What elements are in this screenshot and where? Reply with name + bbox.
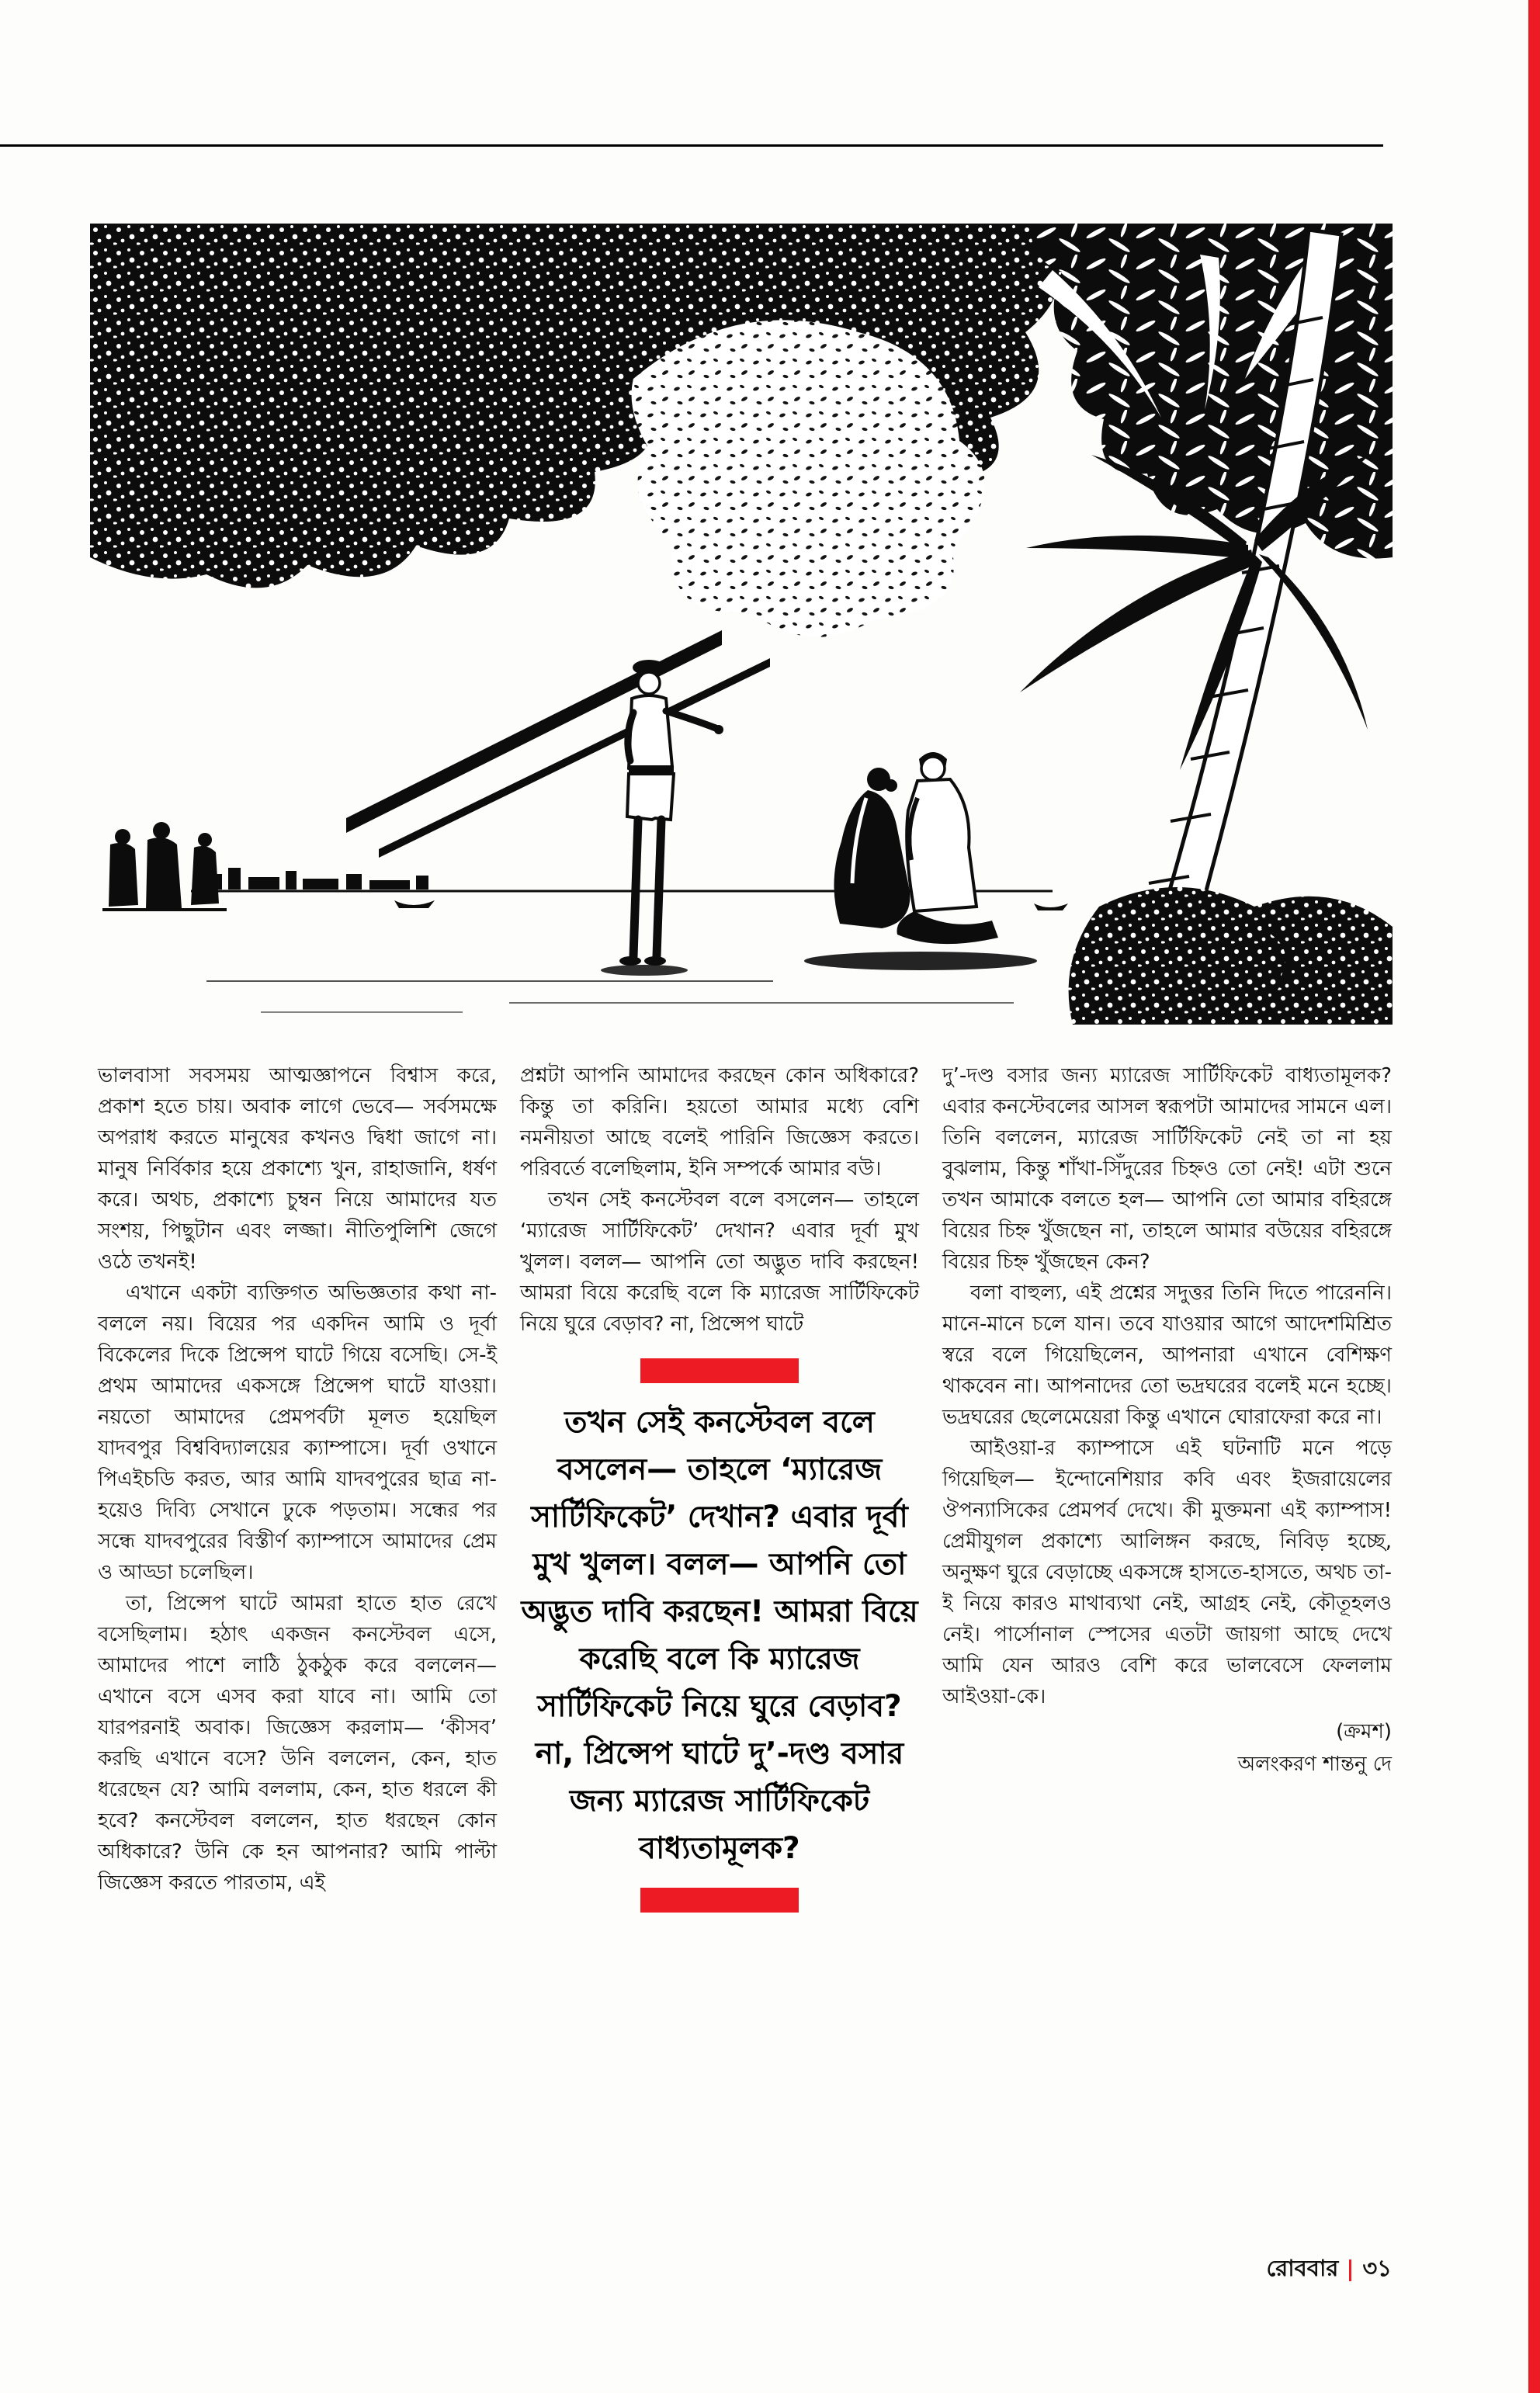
footer-page-number: ৩১ — [1362, 2255, 1392, 2281]
continuation-marker: (ক্রমশ) — [1336, 1720, 1392, 1743]
paragraph: প্রশ্নটা আপনি আমাদের করছেন কোন অধিকারে? কিন্তু তা করিনি। হয়তো আমার মধ্যে বেশি নমনীয়তা আছে বলেই পারিনি জিজ্ঞেস করতে। পরিবর্তে বলেছিলাম, ইনি সম্পর্কে আমার বউ। — [520, 1064, 919, 1181]
paragraph: তা, প্রিন্সেপ ঘাটে আমরা হাতে হাত রেখে বসেছিলাম। হঠাৎ একজন কনস্টেবল এসে, আমাদের পাশে লাঠি ঠুকঠুক করে বললেন— এখানে বসে এসব করা যাবে না। আমি তো যারপরনাই অবাক। জিজ্ঞেস করলাম— ‘কীসব’ করছি এখানে বসে? উনি বললেন, কেন, হাত ধরেছেন যে? আমি বললাম, কেন, হাত ধরলে কী হবে? কনস্টেবল বললেন, হাত ধরছেন কোন অধিকারে? উনি কে হন আপনার? আমি পাল্টা জিজ্ঞেস করতে পারতাম, এই — [98, 1592, 497, 1895]
right-accent-strip — [1528, 0, 1540, 2393]
boat-icon — [394, 900, 435, 908]
bystanders-figures — [102, 822, 227, 910]
article-column-3 — [942, 1060, 1392, 1781]
riverside-scene-illustration — [90, 224, 1393, 1025]
paragraph: এখানে একটা ব্যক্তিগত অভিজ্ঞতার কথা না-বললে নয়। বিয়ের পর একদিন আমি ও দূর্বা বিকেলের দিকে প্রিন্সেপ ঘাটে গিয়ে বসেছি। সে-ই প্রথম আমাদের একসঙ্গে প্রিন্সেপ ঘাটে যাওয়া। নয়তো আমাদের প্রেমপর্বটা মূলত হয়েছিল যাদবপুর বিশ্ববিদ্যালয়ের ক্যাম্পাসে। দূর্বা ওখানে পিএইচডি করত, আর আমি যাদবপুরের ছাত্র না-হয়েও দিব্যি সেখানে ঢুকে পড়তাম। সন্ধের পর সন্ধে যাদবপুরের বিস্তীর্ণ ক্যাম্পাসে আমাদের প্রেম ও আড্ডা চলেছিল। — [98, 1281, 497, 1584]
couple-figures — [804, 752, 1037, 970]
paragraph: দু’-দণ্ড বসার জন্য ম্যারেজ সার্টিফিকেট বাধ্যতামূলক? এবার কনস্টেবলের আসল স্বরূপটা আমাদের সামনে এল। তিনি বললেন, ম্যারেজ সার্টিফিকেট নেই তা না হয় বুঝলাম, কিন্তু শাঁখা-সিঁদুরের চিহ্নও তো নেই! এটা শুনে তখন আমাকে বলতে হল— আপনি তো আমার বহিরঙ্গে বিয়ের চিহ্ন খুঁজছেন না, তাহলে আমার বউয়ের বহিরঙ্গে বিয়ের চিহ্ন খুঁজছেন কেন? — [942, 1064, 1392, 1274]
bridge-beams — [346, 630, 770, 858]
paragraph: ভালবাসা সবসময় আত্মজ্ঞাপনে বিশ্বাস করে, প্রকাশ হতে চায়। অবাক লাগে ভেবে— সর্বসমক্ষে অপরাধ করতে মানুষের কখনও দ্বিধা জাগে না। মানুষ নির্বিকার হয়ে প্রকাশ্যে খুন, রাহাজানি, ধর্ষণ করে। অথচ, প্রকাশ্যে চুম্বন নিয়ে আমাদের যত সংশয়, পিছুটান এবং লজ্জা। নীতিপুলিশি জেগে ওঠে তখনই! — [98, 1064, 497, 1274]
credit-block — [942, 1715, 1392, 1781]
paragraph: বলা বাহুল্য, এই প্রশ্নের সদুত্তর তিনি দিতে পারেননি। মানে-মানে চলে যান। তবে যাওয়ার আগে আদেশমিশ্রিত স্বরে বলে গিয়েছিলেন, আপনারা এখানে বেশিক্ষণ থাকবেন না। আপনাদের তো ভদ্রঘরের বলেই মনে হচ্ছে। ভদ্রঘরের ছেলেমেয়েরা কিন্তু এখানে ঘোরাফেরা করে না। — [942, 1281, 1392, 1429]
top-rule-divider — [0, 144, 1383, 147]
paragraph: তখন সেই কনস্টেবল বলে বসলেন— তাহলে ‘ম্যারেজ সার্টিফিকেট’ দেখান? এবার দূর্বা মুখ খুলল। বলল— আপনি তো অদ্ভুত দাবি করছেন! আমরা বিয়ে করেছি বলে কি ম্যারেজ সার্টিফিকেট নিয়ে ঘুরে বেড়াব? না, প্রিন্সেপ ঘাটে — [520, 1188, 919, 1336]
article-column-1 — [98, 1060, 497, 1899]
pull-quote-bottom-bar — [640, 1888, 799, 1913]
page-footer — [1267, 2251, 1392, 2289]
pull-quote-text: তখন সেই কনস্টেবল বলে বসলেন— তাহলে ‘ম্যারেজ সার্টিফিকেট’ দেখান? এবার দূর্বা মুখ খুলল। বলল— আপনি তো অদ্ভুত দাবি করছেন! আমরা বিয়ে করেছি বলে কি ম্যারেজ সার্টিফিকেট নিয়ে ঘুরে বেড়াব? না, প্রিন্সেপ ঘাটে দু’-দণ্ড বসার জন্য ম্যারেজ সার্টিফিকেট বাধ্যতামূলক? — [521, 1405, 918, 1866]
foreground-ground — [206, 887, 1393, 1025]
boat-icon — [1034, 903, 1068, 910]
pull-quote — [520, 1358, 919, 1913]
policeman-figure — [601, 660, 723, 976]
article-body — [98, 1060, 1392, 1913]
article-column-2 — [520, 1060, 919, 1913]
pull-quote-top-bar — [640, 1358, 799, 1383]
illustration-svg — [90, 224, 1393, 1025]
footer-divider — [1349, 2259, 1351, 2281]
paragraph: আইওয়া-র ক্যাম্পাসে এই ঘটনাটি মনে পড়ে গিয়েছিল— ইন্দোনেশিয়ার কবি এবং ইজরায়েলের ঔপন্যাসিকের প্রেমপর্ব দেখে। কী মুক্তমনা এই ক্যাম্পাস! প্রেমীযুগল প্রকাশ্যে আলিঙ্গন করছে, নিবিড় হচ্ছে, অনুক্ষণ ঘুরে বেড়াচ্ছে একসঙ্গে হাসতে-হাসতে, অথচ তা-ই নিয়ে কারও মাথাব্যথা নেই, আগ্রহ নেই, কৌতূহলও নেই। পার্সোনাল স্পেসের এতটা জায়গা আছে দেখে আমি যেন আরও বেশি করে ভালবেসে ফেললাম আইওয়া-কে। — [942, 1437, 1392, 1708]
footer-masthead: রোববার — [1266, 2255, 1339, 2281]
illustrator-credit: অলংকরণ শান্তনু দে — [1237, 1753, 1392, 1776]
